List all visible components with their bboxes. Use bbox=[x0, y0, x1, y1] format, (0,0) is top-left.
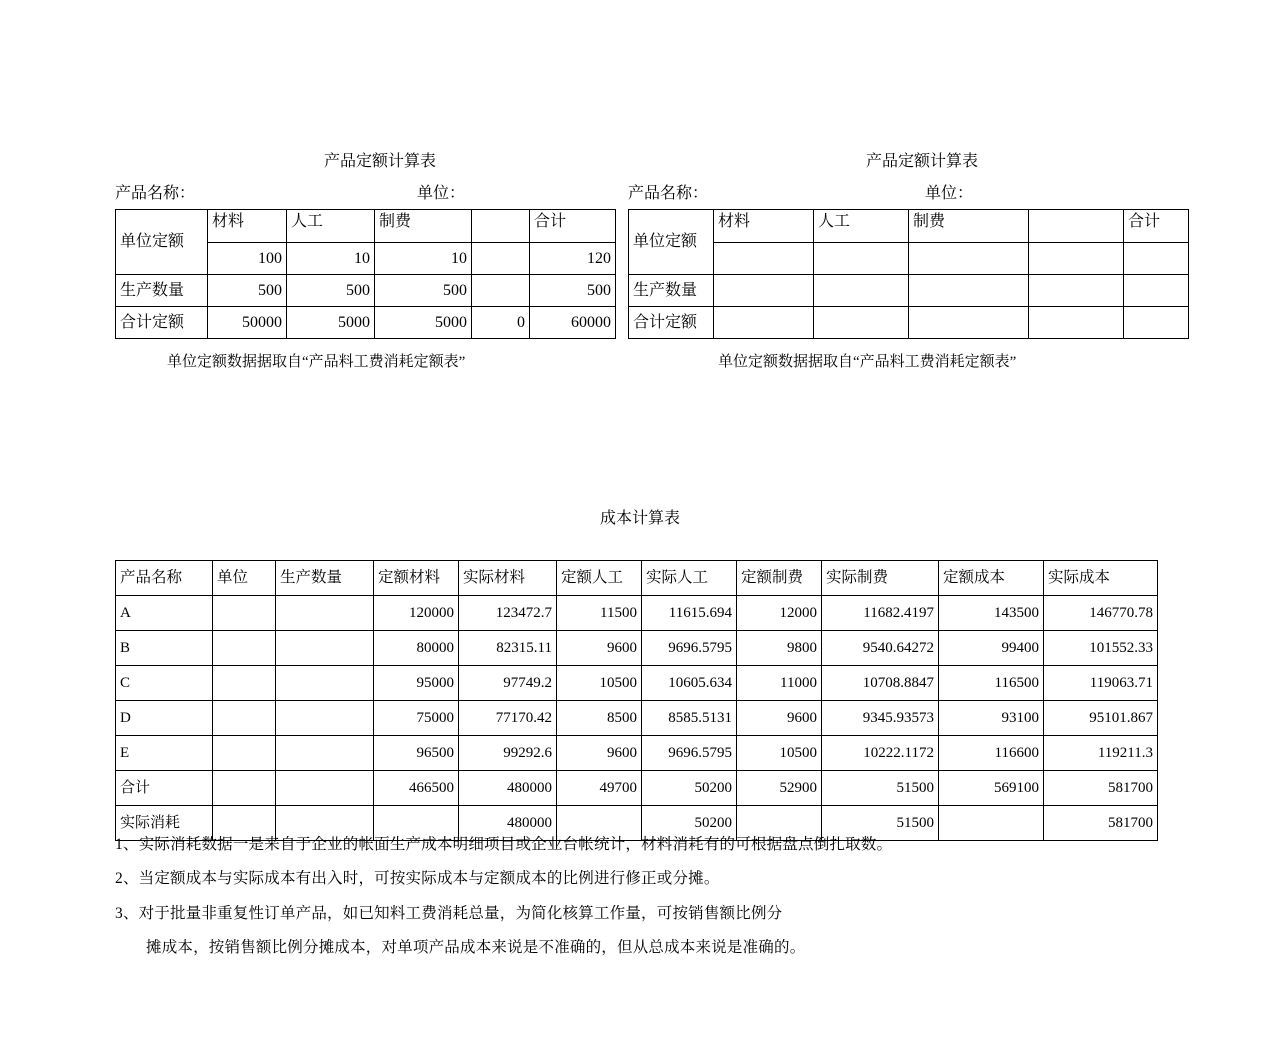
cost-cell-name: E bbox=[116, 736, 213, 771]
cost-header-quota-labor: 定额人工 bbox=[557, 561, 642, 596]
footnote-1: 1、实际消耗数据一是来自于企业的帐面生产成本明细项目或企业台帐统计，材料消耗有的可根据盘点倒扎取数。 bbox=[115, 836, 893, 853]
table-row bbox=[116, 701, 1158, 736]
cost-cell-name: 实际消耗 bbox=[116, 806, 213, 841]
cost-cell-quota-material: 75000 bbox=[374, 701, 459, 736]
cost-cell-quota-material: 96500 bbox=[374, 736, 459, 771]
table-row bbox=[116, 307, 616, 339]
quota-right-output-blank bbox=[1029, 275, 1124, 307]
cost-cell-actual-material: 82315.11 bbox=[459, 631, 557, 666]
quota-left-output-material: 500 bbox=[208, 275, 287, 307]
table-row bbox=[116, 666, 1158, 701]
quota-table-right bbox=[628, 209, 1189, 339]
quota-right-unit-label: 单位： bbox=[925, 185, 974, 202]
cost-header-product-name: 产品名称 bbox=[116, 561, 213, 596]
cost-cell-quota-overhead: 11000 bbox=[737, 666, 822, 701]
cost-header-output-qty: 生产数量 bbox=[276, 561, 374, 596]
cost-cell-qty bbox=[276, 701, 374, 736]
quota-left-col-labor: 人工 bbox=[287, 210, 375, 243]
table-row bbox=[116, 631, 1158, 666]
cost-cell-actual-material: 77170.42 bbox=[459, 701, 557, 736]
cost-cell-actual-material: 480000 bbox=[459, 771, 557, 806]
quota-left-product-name-label: 产品名称： bbox=[115, 185, 196, 202]
cost-cell-actual-labor: 50200 bbox=[642, 806, 737, 841]
cost-cell-unit bbox=[213, 596, 276, 631]
quota-right-note: 单位定额数据据取自“产品料工费消耗定额表” bbox=[718, 354, 1017, 370]
quota-left-total-blank: 0 bbox=[472, 307, 530, 339]
cost-cell-actual-cost: 119211.3 bbox=[1044, 736, 1158, 771]
quota-right-output-labor bbox=[814, 275, 909, 307]
cost-table-title: 成本计算表 bbox=[599, 510, 680, 527]
quota-left-total-total: 60000 bbox=[530, 307, 616, 339]
table-row bbox=[629, 210, 1189, 243]
cost-cell-quota-cost bbox=[939, 806, 1044, 841]
quota-right-col-blank bbox=[1029, 210, 1124, 243]
cost-cell-quota-material: 120000 bbox=[374, 596, 459, 631]
cost-cell-unit bbox=[213, 631, 276, 666]
cost-cell-quota-material: 95000 bbox=[374, 666, 459, 701]
cost-cell-actual-overhead: 10222.1172 bbox=[822, 736, 939, 771]
quota-left-row-label-unit: 单位定额 bbox=[116, 210, 208, 275]
cost-cell-qty bbox=[276, 666, 374, 701]
cost-cell-quota-material: 466500 bbox=[374, 771, 459, 806]
cost-cell-quota-labor: 9600 bbox=[557, 736, 642, 771]
quota-left-unit-total: 120 bbox=[530, 243, 616, 275]
cost-cell-qty bbox=[276, 596, 374, 631]
cost-cell-actual-overhead: 9540.64272 bbox=[822, 631, 939, 666]
quota-left-col-material: 材料 bbox=[208, 210, 287, 243]
cost-cell-quota-cost: 99400 bbox=[939, 631, 1044, 666]
quota-right-col-material: 材料 bbox=[714, 210, 814, 243]
quota-left-col-total: 合计 bbox=[530, 210, 616, 243]
cost-cell-actual-labor: 9696.5795 bbox=[642, 631, 737, 666]
quota-right-total-labor bbox=[814, 307, 909, 339]
cost-cell-unit bbox=[213, 736, 276, 771]
cost-cell-actual-cost: 101552.33 bbox=[1044, 631, 1158, 666]
cost-cell-quota-cost: 93100 bbox=[939, 701, 1044, 736]
quota-right-unit-material bbox=[714, 243, 814, 275]
quota-left-output-overhead: 500 bbox=[375, 275, 472, 307]
cost-header-unit: 单位 bbox=[213, 561, 276, 596]
footnote-2: 2、当定额成本与实际成本有出入时，可按实际成本与定额成本的比例进行修正或分摊。 bbox=[115, 870, 720, 887]
quota-left-total-labor: 5000 bbox=[287, 307, 375, 339]
quota-right-col-overhead: 制费 bbox=[909, 210, 1029, 243]
quota-table-left bbox=[115, 209, 616, 339]
cost-cell-name: D bbox=[116, 701, 213, 736]
cost-cell-quota-overhead: 9600 bbox=[737, 701, 822, 736]
quota-right-unit-total bbox=[1124, 243, 1189, 275]
cost-cell-quota-cost: 143500 bbox=[939, 596, 1044, 631]
quota-left-output-labor: 500 bbox=[287, 275, 375, 307]
cost-cell-quota-overhead: 9800 bbox=[737, 631, 822, 666]
quota-left-output-blank bbox=[472, 275, 530, 307]
cost-cell-quota-labor: 11500 bbox=[557, 596, 642, 631]
quota-left-total-material: 50000 bbox=[208, 307, 287, 339]
quota-left-unit-blank bbox=[472, 243, 530, 275]
cost-header-actual-cost: 实际成本 bbox=[1044, 561, 1158, 596]
cost-cell-quota-overhead: 10500 bbox=[737, 736, 822, 771]
quota-left-col-blank bbox=[472, 210, 530, 243]
table-row bbox=[116, 736, 1158, 771]
quota-right-output-total bbox=[1124, 275, 1189, 307]
quota-right-total-overhead bbox=[909, 307, 1029, 339]
cost-cell-actual-cost: 95101.867 bbox=[1044, 701, 1158, 736]
cost-cell-actual-overhead: 9345.93573 bbox=[822, 701, 939, 736]
cost-table bbox=[115, 560, 1158, 841]
quota-left-unit-label: 单位： bbox=[417, 185, 466, 202]
cost-cell-actual-cost: 581700 bbox=[1044, 771, 1158, 806]
cost-cell-quota-cost: 116600 bbox=[939, 736, 1044, 771]
cost-cell-actual-material: 99292.6 bbox=[459, 736, 557, 771]
cost-cell-actual-labor: 8585.5131 bbox=[642, 701, 737, 736]
cost-cell-name: B bbox=[116, 631, 213, 666]
cost-header-actual-overhead: 实际制费 bbox=[822, 561, 939, 596]
cost-cell-actual-labor: 10605.634 bbox=[642, 666, 737, 701]
quota-left-unit-material: 100 bbox=[208, 243, 287, 275]
cost-cell-quota-overhead: 52900 bbox=[737, 771, 822, 806]
quota-right-row-label-unit: 单位定额 bbox=[629, 210, 714, 275]
cost-header-quota-cost: 定额成本 bbox=[939, 561, 1044, 596]
quota-right-unit-labor bbox=[814, 243, 909, 275]
cost-cell-actual-labor: 11615.694 bbox=[642, 596, 737, 631]
cost-cell-unit bbox=[213, 666, 276, 701]
cost-cell-quota-material: 80000 bbox=[374, 631, 459, 666]
quota-right-row-label-output: 生产数量 bbox=[629, 275, 714, 307]
cost-cell-name: C bbox=[116, 666, 213, 701]
cost-cell-qty bbox=[276, 736, 374, 771]
cost-cell-actual-material: 97749.2 bbox=[459, 666, 557, 701]
quota-left-unit-overhead: 10 bbox=[375, 243, 472, 275]
cost-cell-actual-overhead: 51500 bbox=[822, 806, 939, 841]
table-row bbox=[629, 307, 1189, 339]
cost-header-actual-labor: 实际人工 bbox=[642, 561, 737, 596]
quota-right-col-total: 合计 bbox=[1124, 210, 1189, 243]
quota-table-left-title: 产品定额计算表 bbox=[323, 153, 436, 170]
table-row bbox=[116, 275, 616, 307]
quota-table-right-title: 产品定额计算表 bbox=[865, 153, 978, 170]
footnote-3-continued: 摊成本，按销售额比例分摊成本，对单项产品成本来说是不准确的，但从总成本来说是准确的。 bbox=[146, 939, 806, 956]
cost-cell-actual-overhead: 11682.4197 bbox=[822, 596, 939, 631]
cost-cell-name: A bbox=[116, 596, 213, 631]
table-row bbox=[629, 275, 1189, 307]
cost-cell-quota-labor: 10500 bbox=[557, 666, 642, 701]
cost-header-actual-material: 实际材料 bbox=[459, 561, 557, 596]
cost-cell-quota-labor: 8500 bbox=[557, 701, 642, 736]
quota-left-row-label-total: 合计定额 bbox=[116, 307, 208, 339]
cost-cell-quota-overhead: 12000 bbox=[737, 596, 822, 631]
quota-right-col-labor: 人工 bbox=[814, 210, 909, 243]
cost-cell-actual-overhead: 10708.8847 bbox=[822, 666, 939, 701]
quota-left-col-overhead: 制费 bbox=[375, 210, 472, 243]
cost-cell-unit bbox=[213, 701, 276, 736]
quota-right-unit-overhead bbox=[909, 243, 1029, 275]
footnote-3: 3、对于批量非重复性订单产品，如已知料工费消耗总量，为简化核算工作量，可按销售额比例分 bbox=[115, 905, 783, 922]
table-row bbox=[116, 210, 616, 243]
cost-cell-actual-cost: 119063.71 bbox=[1044, 666, 1158, 701]
cost-cell-actual-cost: 146770.78 bbox=[1044, 596, 1158, 631]
cost-cell-unit bbox=[213, 771, 276, 806]
quota-right-output-overhead bbox=[909, 275, 1029, 307]
cost-cell-actual-overhead: 51500 bbox=[822, 771, 939, 806]
cost-cell-quota-cost: 569100 bbox=[939, 771, 1044, 806]
cost-cell-quota-labor: 9600 bbox=[557, 631, 642, 666]
quota-right-total-blank bbox=[1029, 307, 1124, 339]
cost-cell-actual-cost: 581700 bbox=[1044, 806, 1158, 841]
table-row bbox=[116, 596, 1158, 631]
cost-cell-name: 合计 bbox=[116, 771, 213, 806]
cost-cell-actual-material: 123472.7 bbox=[459, 596, 557, 631]
cost-cell-quota-labor: 49700 bbox=[557, 771, 642, 806]
quota-left-row-label-output: 生产数量 bbox=[116, 275, 208, 307]
cost-header-quota-overhead: 定额制费 bbox=[737, 561, 822, 596]
cost-cell-actual-material: 480000 bbox=[459, 806, 557, 841]
cost-cell-qty bbox=[276, 631, 374, 666]
quota-right-total-total bbox=[1124, 307, 1189, 339]
quota-right-product-name-label: 产品名称： bbox=[628, 185, 709, 202]
cost-cell-qty bbox=[276, 771, 374, 806]
cost-cell-quota-cost: 116500 bbox=[939, 666, 1044, 701]
cost-header-quota-material: 定额材料 bbox=[374, 561, 459, 596]
quota-left-total-overhead: 5000 bbox=[375, 307, 472, 339]
quota-right-row-label-total: 合计定额 bbox=[629, 307, 714, 339]
cost-cell-actual-labor: 50200 bbox=[642, 771, 737, 806]
quota-right-output-material bbox=[714, 275, 814, 307]
cost-table-header-row bbox=[116, 561, 1158, 596]
quota-left-note: 单位定额数据据取自“产品料工费消耗定额表” bbox=[167, 354, 466, 370]
quota-left-unit-labor: 10 bbox=[287, 243, 375, 275]
quota-right-unit-blank bbox=[1029, 243, 1124, 275]
cost-cell-actual-labor: 9696.5795 bbox=[642, 736, 737, 771]
quota-right-total-material bbox=[714, 307, 814, 339]
cost-table-total-row bbox=[116, 771, 1158, 806]
quota-left-output-total: 500 bbox=[530, 275, 616, 307]
